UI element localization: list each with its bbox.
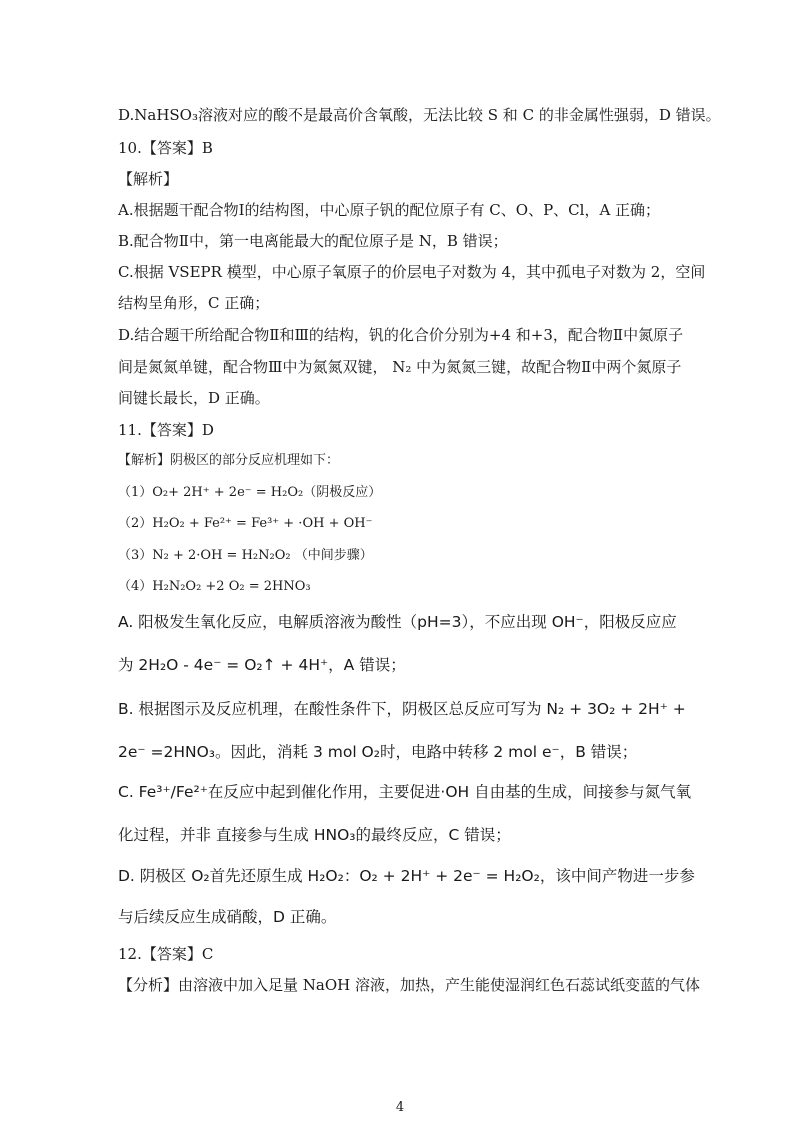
text-line: 化过程，并非 直接参与生成 HNO₃的最终反应，C 错误； xyxy=(118,826,511,844)
answer-heading: 12.【答案】C xyxy=(118,945,214,963)
text-line: A.根据题干配合物Ⅰ的结构图，中心原子钒的配位原子有 C、O、P、Cl，A 正确； xyxy=(118,201,661,219)
analysis-heading: 【解析】阴极区的部分反应机理如下： xyxy=(118,453,340,468)
text-line: 2e⁻ =2HNO₃。因此，消耗 3 mol O₂时，电路中转移 2 mol e⁻，B 错误； xyxy=(118,743,638,761)
text-line: 【分析】由溶液中加入足量 NaOH 溶液，加热，产生能使湿润红色石蕊试纸变蓝的气体 xyxy=(118,976,700,994)
analysis-heading: 【解析】 xyxy=(118,170,179,188)
text-line: 为 2H₂O - 4e⁻ = O₂↑ + 4H⁺，A 错误； xyxy=(118,656,406,674)
text-line: C. Fe³⁺/Fe²⁺在反应中起到催化作用，主要促进·OH 自由基的生成，间接参与氮气氧 xyxy=(118,783,692,801)
text-line: 与后续反应生成硝酸，D 正确。 xyxy=(118,908,337,926)
reaction-step: （1）O₂+ 2H⁺ + 2e⁻ = H₂O₂（阴极反应） xyxy=(118,485,382,500)
reaction-step: （3）N₂ + 2·OH = H₂N₂O₂ （中间步骤） xyxy=(118,548,373,563)
text-line: 间是氮氮单键，配合物Ⅲ中为氮氮双键， N₂ 中为氮氮三键，故配合物Ⅱ中两个氮原子 xyxy=(118,358,682,376)
page-number: 4 xyxy=(395,1100,405,1115)
text-line: 结构呈角形，C 正确； xyxy=(118,294,270,312)
answer-heading: 10.【答案】B xyxy=(118,139,213,157)
text-line: A. 阳极发生氧化反应，电解质溶液为酸性（pH=3），不应出现 OH⁻，阳极反应应 xyxy=(118,613,677,631)
text-line: 间键长最长，D 正确。 xyxy=(118,389,270,407)
text-line: D.结合题干所给配合物Ⅱ和Ⅲ的结构，钒的化合价分别为+4 和+3，配合物Ⅱ中氮原子 xyxy=(118,326,684,344)
reaction-step: （2）H₂O₂ + Fe²⁺ = Fe³⁺ + ·OH + OH⁻ xyxy=(118,516,373,531)
text-line: C.根据 VSEPR 模型，中心原子氧原子的价层电子对数为 4，其中孤电子对数为 2，空间 xyxy=(118,263,706,281)
text-line: D. 阴极区 O₂首先还原生成 H₂O₂：O₂ + 2H⁺ + 2e⁻ = H₂O₂，该中间产物进一步参 xyxy=(118,867,695,885)
answer-heading: 11.【答案】D xyxy=(118,421,214,439)
text-line: B.配合物Ⅱ中，第一电离能最大的配位原子是 N，B 错误； xyxy=(118,232,508,250)
reaction-step: （4）H₂N₂O₂ +2 O₂ = 2HNO₃ xyxy=(118,579,311,594)
text-line: B. 根据图示及反应机理，在酸性条件下，阴极区总反应可写为 N₂ + 3O₂ + 2H⁺ + xyxy=(118,700,686,718)
text-line: D.NaHSO₃溶液对应的酸不是最高价含氧酸，无法比较 S 和 C 的非金属性强弱，D 错误。 xyxy=(118,106,721,124)
